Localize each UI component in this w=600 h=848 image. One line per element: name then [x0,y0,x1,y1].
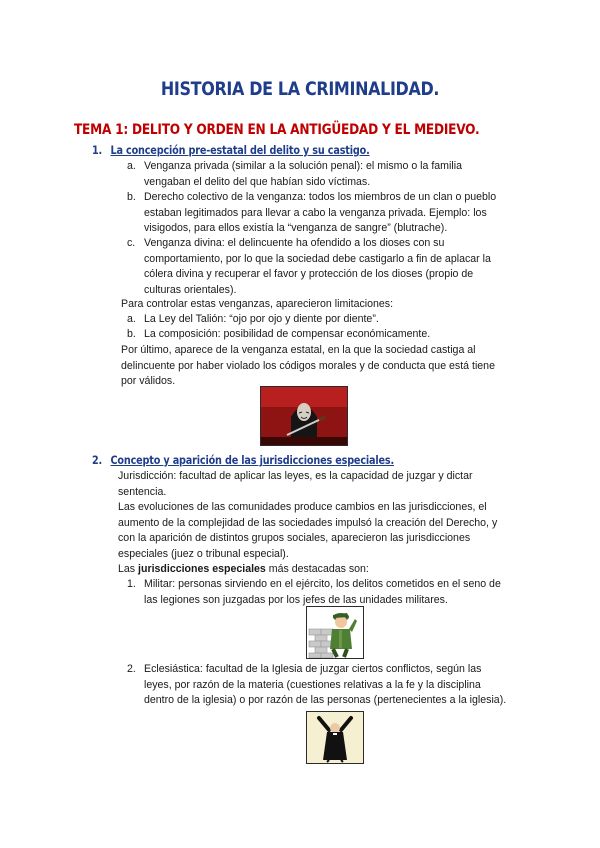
text-line: visigodos, para ellos existía la “venganza de sangre” (blutrache). [144,222,448,234]
list-item-text [144,190,496,237]
soldier-icon [307,607,363,658]
special-jurisdictions-intro [118,562,538,578]
text-line: especiales (juez o tribunal especial). [118,547,289,560]
priest-icon [307,712,363,763]
text-line: Eclesiástica: facultad de la Iglesia de juzgar ciertos conflictos, según las [144,663,482,675]
illustration-soldier [306,606,364,659]
text-line: Venganza divina: el delincuente ha ofendido a los dioses con su [144,237,445,249]
list-marker: a. [127,313,136,325]
text-line: por válidos. [121,375,176,387]
theme-heading: TEMA 1: DELITO Y ORDEN EN LA ANTIGÜEDAD Y EL MEDIEVO. [74,122,480,138]
closing-paragraph [121,343,531,390]
text-line: Venganza privada (similar a la solución penal): el mismo o la familia [144,160,462,172]
list-item-text [144,236,491,298]
text-line: leyes, por razón de la materia (cuestiones relativas a la fe y la disciplina [144,678,481,691]
list-item-text [144,662,506,709]
illustration-priest [306,711,364,764]
text-line: con la aparición de distintos grupos sociales, aparecieron las jurisdicciones [118,532,471,544]
text-line: Militar: personas sirviendo en el ejército, los delitos cometidos en el seno de [144,578,501,590]
text-line: las legiones son juzgadas por los jefes de las unidades militares. [144,593,448,606]
text-line: comportamiento, por lo que la sociedad debe castigarlo a fin de aplacar la [144,252,491,265]
text-line: delincuente por haber violado los códigos morales y de conducta que está tiene [121,359,495,372]
section-2-title: Concepto y aparición de las jurisdicciones especiales. [110,453,394,467]
section-1-title: La concepción pre-estatal del delito y su castigo. [110,143,370,157]
text-line: vengaban el delito del que habían sido víctimas. [144,175,371,188]
text-line: aumento de la complejidad de las sociedades impulsó la creación del Derecho, y [118,516,498,529]
list-item-text [144,159,462,190]
list-marker: 2. [127,663,136,675]
text-line: cólera divina y recuperar el favor y protección de los dioses (propio de [144,268,474,280]
list-marker: b. [127,191,136,203]
section-2-number: 2. [92,453,103,467]
intro-prefix: Las [118,563,139,575]
intro-suffix: más destacadas son: [265,563,369,575]
list-marker: 1. [127,578,136,590]
intro-bold-term: jurisdicciones especiales [138,563,266,575]
section-2-heading [92,453,394,467]
text-line: dentro de la iglesia) o por razón de las personas (pertenecientes a la iglesia). [144,694,507,706]
text-line: culturas orientales). [144,283,237,296]
jurisdiction-definition [118,469,538,500]
text-line: Derecho colectivo de la venganza: todos los miembros de un clan o pueblo [144,191,497,203]
document-title: HISTORIA DE LA CRIMINALIDAD. [160,78,440,100]
section-1-heading [92,143,370,157]
text-line: sentencia. [118,485,167,498]
list-item-text: La composición: posibilidad de compensar económicamente. [144,328,431,340]
illustration-hooded-figure [260,386,348,446]
evolution-paragraph [118,500,538,562]
list-item-text: La Ley del Talión: “ojo por ojo y diente por diente”. [144,313,379,325]
section-1-number: 1. [92,143,103,157]
text-line: estaban legitimados para llevar a cabo la venganza privada. Ejemplo: los [144,206,487,219]
list-marker: a. [127,160,136,172]
text-line: Las evoluciones de las comunidades produce cambios en las jurisdicciones, el [118,501,487,513]
list-marker: b. [127,328,136,340]
list-marker: c. [127,237,136,249]
text-line: Jurisdicción: facultad de aplicar las leyes, es la capacidad de juzgar y dictar [118,470,473,482]
hooded-figure-icon [261,387,347,445]
list-item-text [144,577,501,608]
limits-intro: Para controlar estas venganzas, aparecieron limitaciones: [121,298,394,310]
text-line: Por último, aparece de la venganza estatal, en la que la sociedad castiga al [121,344,476,356]
